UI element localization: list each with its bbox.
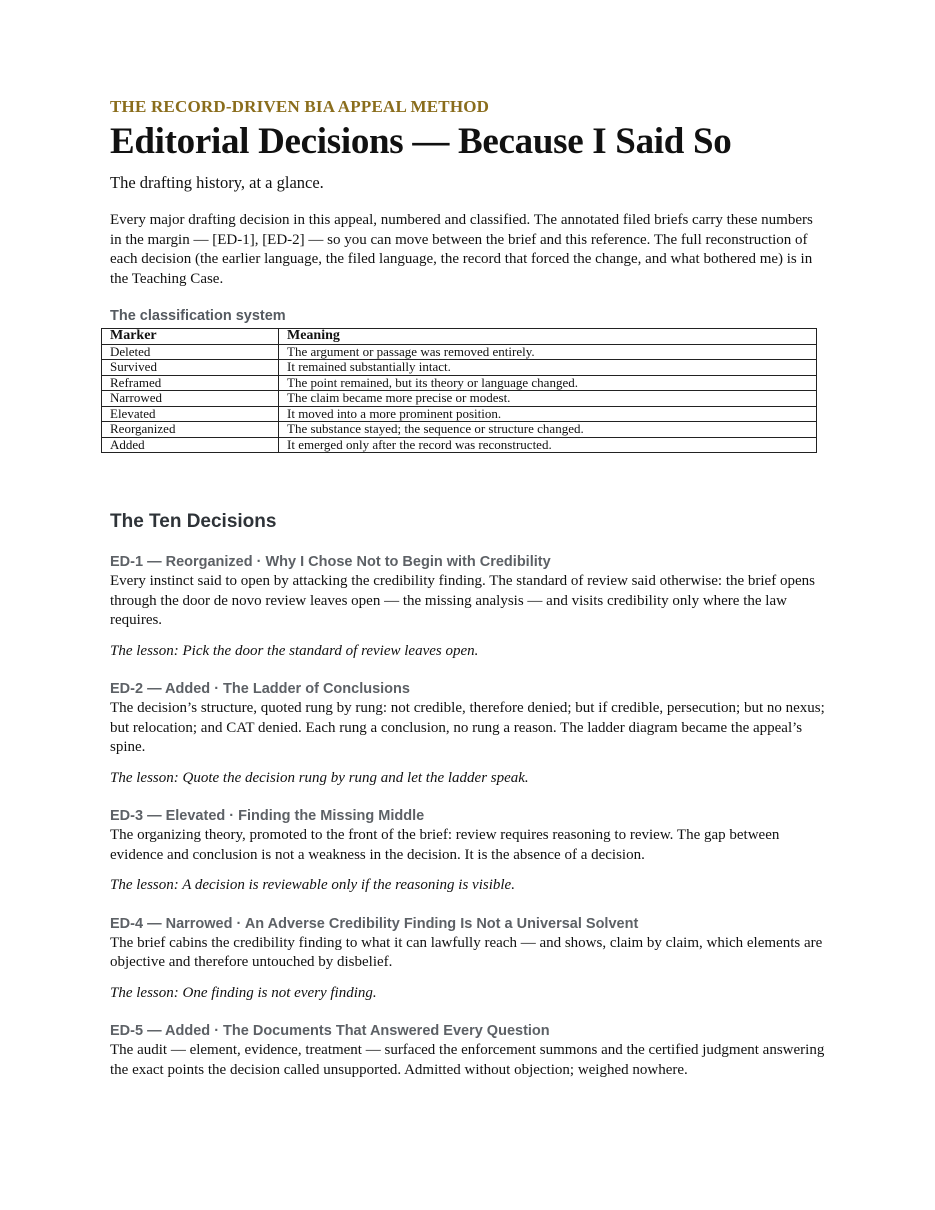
table-row — [102, 344, 817, 360]
meaning-cell: It moved into a more prominent position. — [279, 406, 817, 422]
column-header-marker: Marker — [102, 329, 279, 345]
decision-body: The organizing theory, promoted to the front of the brief: review requires reasoning to review. The gap between evidence and conclusion is not a weakness in the decision. It is the absence of a decision. — [110, 827, 780, 863]
decision-lesson: The lesson: Quote the decision rung by rung and let the ladder speak. — [110, 769, 529, 786]
meaning-cell: The point remained, but its theory or language changed. — [279, 375, 817, 391]
marker-cell: Elevated — [102, 406, 279, 422]
decision-lesson: The lesson: Pick the door the standard of review leaves open. — [110, 642, 479, 659]
classification-heading: The classification system — [110, 308, 286, 324]
decision-ed-5 — [110, 1022, 826, 1080]
table-header-row — [102, 329, 817, 345]
decision-ed-2 — [110, 680, 826, 788]
marker-cell: Deleted — [102, 344, 279, 360]
table-row — [102, 422, 817, 438]
marker-cell: Narrowed — [102, 391, 279, 407]
meaning-cell: The claim became more precise or modest. — [279, 391, 817, 407]
decision-heading: ED-2 — Added · The Ladder of Conclusions — [110, 681, 410, 697]
decisions-heading: The Ten Decisions — [110, 511, 277, 532]
table-row — [102, 391, 817, 407]
decisions-list — [110, 553, 826, 1080]
document-page — [110, 96, 826, 1080]
decision-ed-1 — [110, 553, 826, 661]
marker-cell: Reframed — [102, 375, 279, 391]
table-row — [102, 375, 817, 391]
decision-heading: ED-5 — Added · The Documents That Answered Every Question — [110, 1023, 550, 1039]
decision-heading: ED-3 — Elevated · Finding the Missing Middle — [110, 808, 425, 824]
classification-table — [101, 328, 817, 453]
page-subtitle: The drafting history, at a glance. — [110, 173, 324, 192]
column-header-meaning: Meaning — [279, 329, 817, 345]
decision-lesson: The lesson: One finding is not every finding. — [110, 984, 377, 1001]
intro-paragraph: Every major drafting decision in this appeal, numbered and classified. The annotated filed briefs carry these numbers in the margin — [ED-1], [ED-2] — so you can move between the brief and this reference. The full reconstruction of each decision (the earlier language, the filed language, the record that forced the change, and what bothered me) is in the Teaching Case. — [110, 212, 813, 287]
marker-cell: Added — [102, 437, 279, 453]
decision-heading: ED-1 — Reorganized · Why I Chose Not to Begin with Credibility — [110, 554, 551, 570]
meaning-cell: It emerged only after the record was reconstructed. — [279, 437, 817, 453]
decision-heading: ED-4 — Narrowed · An Adverse Credibility Finding Is Not a Universal Solvent — [110, 915, 639, 932]
decision-ed-4 — [110, 915, 826, 1004]
page-title: Editorial Decisions — Because I Said So — [110, 121, 732, 162]
meaning-cell: The argument or passage was removed entirely. — [279, 344, 817, 360]
decision-body: The decision’s structure, quoted rung by rung: not credible, therefore denied; but if credible, persecution; but no nexus; but relocation; and CAT denied. Each rung a conclusion, no rung a reason. The ladder diagram became the appeal’s spine. — [110, 700, 825, 755]
meaning-cell: It remained substantially intact. — [279, 360, 817, 376]
series-kicker: THE RECORD-DRIVEN BIA APPEAL METHOD — [110, 97, 490, 116]
marker-cell: Survived — [102, 360, 279, 376]
table-row — [102, 360, 817, 376]
decision-ed-3 — [110, 807, 826, 896]
decision-body: The audit — element, evidence, treatment — surfaced the enforcement summons and the certified judgment answering the exact points the decision called unsupported. Admitted without objection; weighed nowhere. — [110, 1042, 825, 1078]
decision-body: The brief cabins the credibility finding to what it can lawfully reach — and shows, claim by claim, which elements are objective and therefore untouched by disbelief. — [110, 934, 823, 970]
decision-body: Every instinct said to open by attacking the credibility finding. The standard of review said otherwise: the brief opens through the door de novo review leaves open — the missing analysis — and visits credibility only where the law requires. — [110, 573, 815, 628]
decision-lesson: The lesson: A decision is reviewable only if the reasoning is visible. — [110, 877, 515, 893]
table-row — [102, 437, 817, 453]
table-row — [102, 406, 817, 422]
meaning-cell: The substance stayed; the sequence or structure changed. — [279, 422, 817, 438]
marker-cell: Reorganized — [102, 422, 279, 438]
